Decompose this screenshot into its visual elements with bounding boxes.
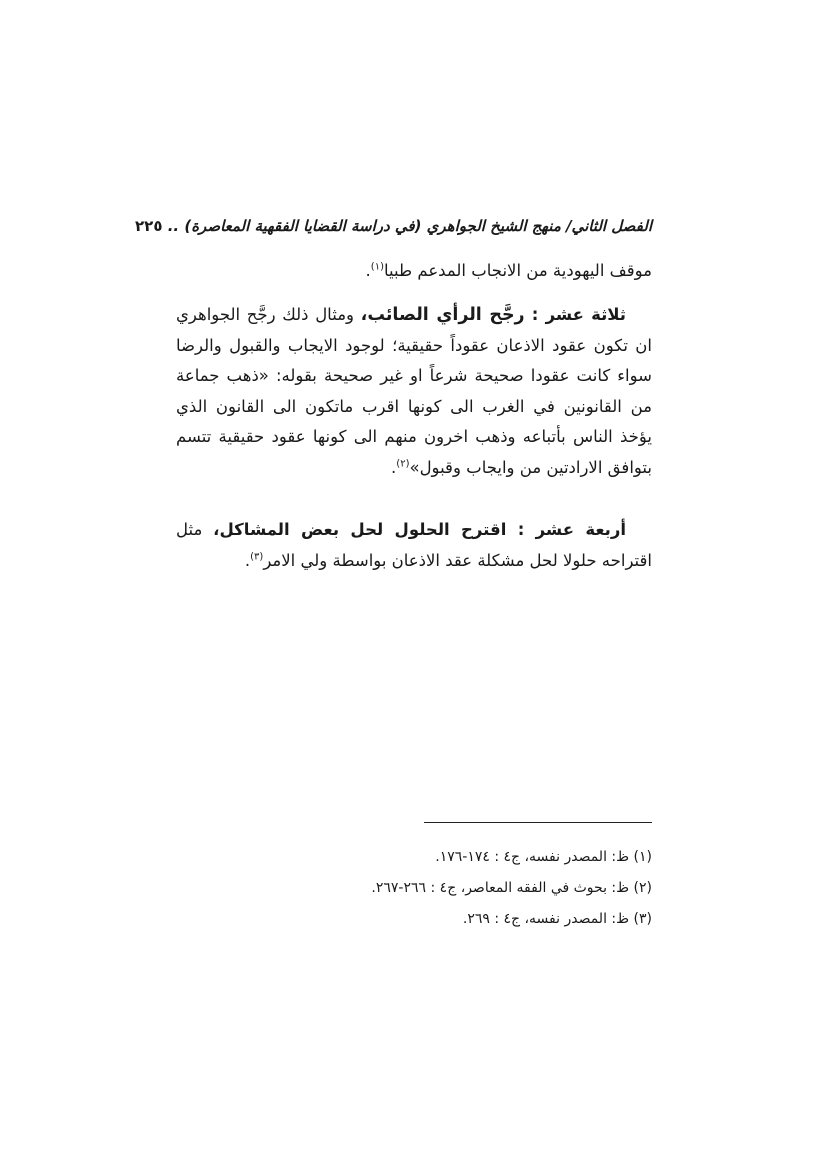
paragraph-text: مثل اقتراحه حلولا لحل مشكلة عقد الاذعان بواسطة ولي الامر xyxy=(176,520,652,570)
footnote-2: (٢) ظ: بحوث في الفقه المعاصر، ج٤ : ٢٦٦-٢٦٧. xyxy=(371,880,652,896)
footnote-ref-2: (٢) xyxy=(396,458,410,469)
paragraph-text: موقف اليهودية من الانجاب المدعم طبيا xyxy=(383,261,652,280)
paragraph-intro xyxy=(176,256,652,287)
paragraph-lead-label: ثلاثة عشر : xyxy=(524,305,626,324)
paragraph-lead-title: اقترح الحلول لحل بعض المشاكل، xyxy=(213,520,507,539)
footnote-divider xyxy=(424,822,652,823)
paragraph-fourteen xyxy=(176,515,652,576)
paragraph-end: . xyxy=(365,261,371,280)
paragraph-lead-title: رجَّح الرأي الصائب، xyxy=(360,305,525,325)
footnote-ref-3: (٣) xyxy=(250,551,264,562)
footnote-3: (٣) ظ: المصدر نفسه، ج٤ : ٢٦٩. xyxy=(462,911,652,927)
paragraph-end: . xyxy=(244,550,251,570)
footnotes xyxy=(176,842,652,935)
page-number: ٢٢٥ xyxy=(135,217,163,235)
paragraph-thirteen xyxy=(176,300,652,483)
paragraph-end: . xyxy=(391,457,397,477)
footnote-1: (١) ظ: المصدر نفسه، ج٤ : ١٧٤-١٧٦. xyxy=(435,849,652,865)
running-title: الفصل الثاني/ منهج الشيخ الجواهري (في دراسة القضايا الفقهية المعاصرة) .. xyxy=(167,217,652,235)
running-header xyxy=(135,214,652,238)
paragraph-lead-label: أربعة عشر : xyxy=(506,520,627,539)
footnote-ref-1: (١) xyxy=(370,261,384,273)
paragraph-text: ومثال ذلك رجَّح الجواهري ان تكون عقود الاذعان عقوداً حقيقية؛ لوجود الايجاب والقبول والرضا سواء كانت عقودا صحيحة شرعاً او غير صحيحة بقوله: «ذهب جماعة من القانونين في الغرب الى كونها اقرب ماتكون الى القانون الذي يؤخذ الناس بأتباعه وذهب اخرون منهم الى كونها عقود حقيقية تتسم بتوافق الارادتين من وايجاب وقبول» xyxy=(176,305,652,477)
